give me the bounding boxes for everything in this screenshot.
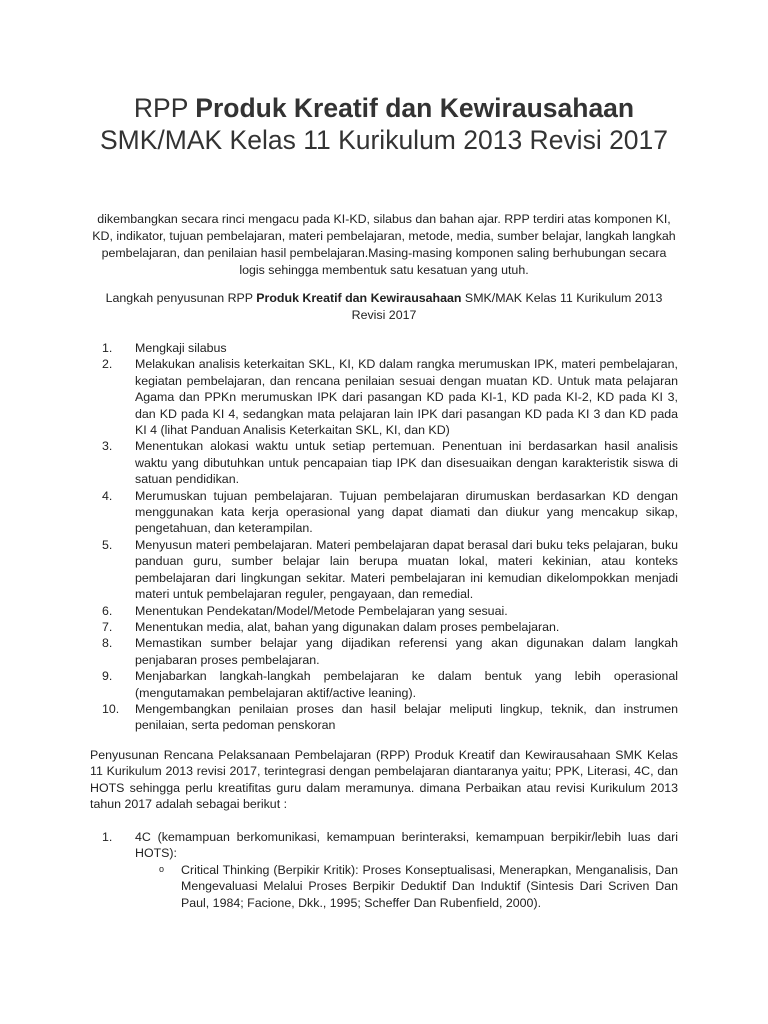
- list-item: [90, 701, 678, 734]
- list-item-number: 7.: [102, 619, 113, 634]
- list-item: [90, 603, 678, 619]
- intro-paragraph: dikembangkan secara rinci mengacu pada KI-KD, silabus dan bahan ajar. RPP terdiri atas komponen KI, KD, indikator, tujuan pembelajaran, materi pembelajaran, metode, media, sumber belajar, langkah langkah pembelajaran, dan penilaian hasil pembelajaran.Masing-masing komponen saling berhubungan secara logis sehingga membentuk satu kesatuan yang utuh.: [92, 212, 676, 277]
- list-item: [90, 488, 678, 537]
- sub-list-item: [135, 862, 678, 911]
- list-item-number: 3.: [102, 439, 113, 454]
- circle-bullet-icon: o: [159, 863, 165, 874]
- list-item: [90, 829, 678, 911]
- list-item-number: 1.: [102, 341, 113, 355]
- list-item: [90, 438, 678, 487]
- list-item: [90, 356, 678, 438]
- sub-list: [135, 862, 678, 911]
- list-item-text: Mengembangkan penilaian proses dan hasil belajar meliputi lingkup, teknik, dan instrumen penilaian, serta pedoman penskoran: [135, 701, 678, 733]
- list-item-number: 2.: [102, 357, 113, 372]
- list-item-text: Melakukan analisis keterkaitan SKL, KI, KD dalam rangka merumuskan IPK, materi pembelajaran, kegiatan pembelajaran, dan rencana penilaian sesuai dengan muatan KD. Untuk mata pelajaran Agama dan PPKn merumuskan IPK dari pasangan KD pada KI-1, KD pada KI-2, KD pada KI 3, dan KD pada KI 4, sedangkan mata pelajaran lain IPK dari pasangan KD pada KI 3 dan KD pada KI 4 (lihat Panduan Analisis Keterkaitan SKL, KI, dan KD): [135, 357, 678, 438]
- list-item-number: 4.: [102, 488, 113, 503]
- steps-heading-subject: Produk Kreatif dan Kewirausahaan: [256, 291, 462, 305]
- list-item-number: 1.: [102, 830, 113, 844]
- page-title: [90, 92, 678, 156]
- summary-paragraph: Penyusunan Rencana Pelaksanaan Pembelajaran (RPP) Produk Kreatif dan Kewirausahaan SMK Kelas 11 Kurikulum 2013 revisi 2017, terintegrasi dengan pembelajaran diantaranya yaitu; PPK, Literasi, 4C, dan HOTS sehingga perlu kreatifitas guru dalam meramunya. dimana Perbaikan atau revisi Kurikulum 2013 tahun 2017 adalah sebagai berikut :: [90, 748, 678, 812]
- list-item-text: Memastikan sumber belajar yang dijadikan referensi yang akan digunakan dalam langkah penjabaran proses pembelajaran.: [135, 636, 678, 667]
- list-item-text: Merumuskan tujuan pembelajaran. Tujuan pembelajaran dirumuskan berdasarkan KD dengan menggunakan kata kerja operasional yang dapat diamati dan diukur yang mencakup sikap, pengetahuan, dan keterampilan.: [135, 488, 678, 536]
- list-item-number: 10.: [102, 701, 120, 716]
- list-item-text: Mengkaji silabus: [135, 341, 227, 355]
- list-item-number: 9.: [102, 669, 113, 684]
- list-item-number: 5.: [102, 537, 113, 552]
- list-item-text: Menentukan media, alat, bahan yang digunakan dalam proses pembelajaran.: [135, 619, 560, 634]
- list-item-text: Menyusun materi pembelajaran. Materi pembelajaran dapat berasal dari buku teks pelajaran, buku panduan guru, sumber belajar lain berupa muatan lokal, materi kekinian, atau konteks pembelajaran dari lingkungan sekitar. Materi pembelajaran ini kemudian dikelompokkan menjadi materi untuk pembelajaran reguler, pengayaan, dan remedial.: [135, 537, 678, 602]
- list-item: [90, 635, 678, 668]
- steps-heading: [90, 290, 678, 324]
- list-item-number: 6.: [102, 603, 113, 618]
- list-item-text: Menentukan alokasi waktu untuk setiap pertemuan. Penentuan ini berdasarkan hasil analisis waktu yang dibutuhkan untuk pencapaian tiap IPK dan disesuaikan dengan karakteristik siswa di satuan pendidikan.: [135, 439, 678, 487]
- steps-heading-prefix: Langkah penyusunan RPP: [105, 291, 257, 305]
- steps-heading-suffix: SMK/MAK Kelas 11 Kurikulum 2013 Revisi 2017: [351, 291, 663, 322]
- list-item: [90, 340, 678, 356]
- title-subject: Produk Kreatif dan Kewirausahaan: [195, 93, 635, 123]
- list-item-text: Menjabarkan langkah-langkah pembelajaran ke dalam bentuk yang lebih operasional (mengutamakan pembelajaran aktif/active leaning).: [135, 669, 678, 700]
- list-item-number: 8.: [102, 636, 113, 651]
- list-item: [90, 537, 678, 603]
- sub-list-item-text: Critical Thinking (Berpikir Kritik): Proses Konseptualisasi, Menerapkan, Menganalisis, Dan Mengevaluasi Melalui Proses Berpikir Deduktif Dan Induktif (Sintesis Dari Scriven Dan Paul, 1984; Facione, Dkk., 1995; Scheffer Dan Rubenfield, 2000).: [181, 862, 678, 910]
- steps-list: [90, 340, 678, 734]
- list-item-text: Menentukan Pendekatan/Model/Metode Pembelajaran yang sesuai.: [135, 603, 508, 618]
- list-item: [90, 668, 678, 701]
- revision-list: [90, 829, 678, 911]
- list-item-text: 4C (kemampuan berkomunikasi, kemampuan berinteraksi, kemampuan berpikir/lebih luas dari HOTS):: [135, 830, 678, 861]
- title-prefix: RPP: [133, 93, 196, 123]
- list-item: [90, 619, 678, 635]
- title-suffix: SMK/MAK Kelas 11 Kurikulum 2013 Revisi 2017: [99, 125, 669, 155]
